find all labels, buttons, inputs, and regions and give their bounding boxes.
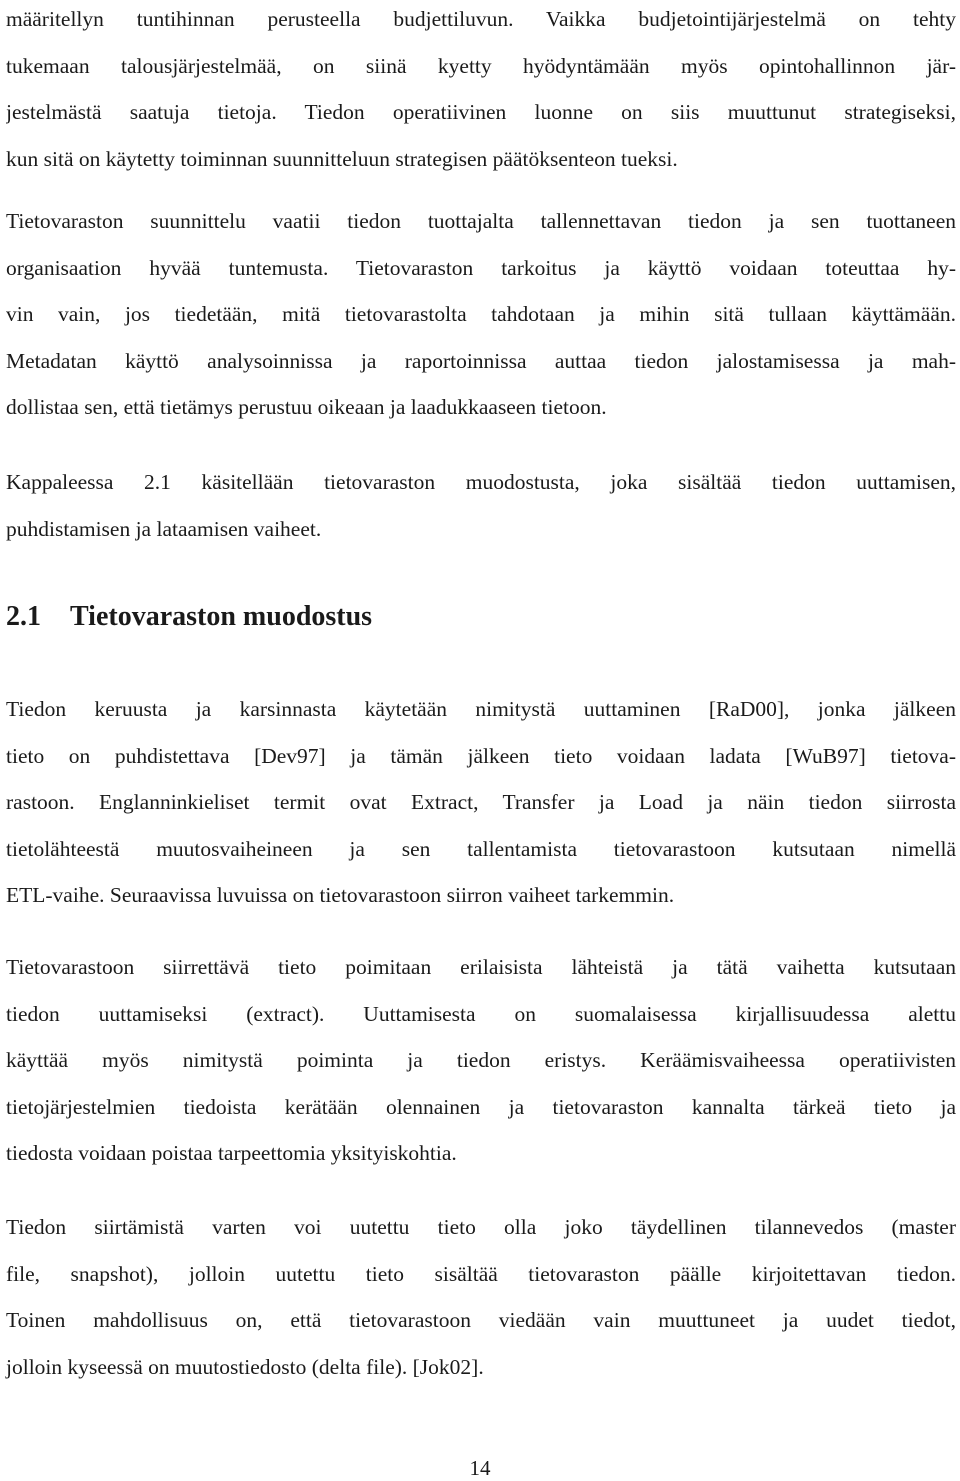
section-heading <box>6 592 372 642</box>
text-line: Tiedon siirtämistä varten voi uutettu tieto olla joko täydellinen tilannevedos (master <box>6 1215 956 1239</box>
text-line: tiedosta voidaan poistaa tarpeettomia yksityiskohtia. <box>6 1141 457 1165</box>
text-line: tieto on puhdistettava [Dev97] ja tämän jälkeen tieto voidaan ladata [WuB97] tietova- <box>6 743 956 768</box>
text-line: tietojärjestelmien tiedoista kerätään olennainen ja tietovaraston kannalta tärkeä tieto ja <box>6 1094 956 1119</box>
text-line: tietolähteestä muutosvaiheineen ja sen tallentamista tietovarastoon kutsutaan nimellä <box>6 836 956 861</box>
text-line: määritellyn tuntihinnan perusteella budjettiluvun. Vaikka budjetointijärjestelmä on tehty <box>6 7 956 31</box>
paragraph-transfer <box>6 1204 956 1390</box>
paragraph-extract <box>6 944 956 1177</box>
text-line: file, snapshot), jolloin uutettu tieto sisältää tietovaraston päälle kirjoitettavan tiedon. <box>6 1261 956 1286</box>
section-title: Tietovaraston muodostus <box>70 601 373 632</box>
text-line: Kappaleessa 2.1 käsitellään tietovaraston muodostusta, joka sisältää tiedon uuttamisen, <box>6 470 956 494</box>
text-line: jestelmästä saatuja tietoja. Tiedon operatiivinen luonne on siis muuttunut strategiseksi, <box>6 100 956 124</box>
text-line: organisaation hyvää tuntemusta. Tietovaraston tarkoitus ja käyttö voidaan toteuttaa hy- <box>6 255 956 280</box>
text-line: Toinen mahdollisuus on, että tietovarastoon viedään vain muuttuneet ja uudet tiedot, <box>6 1308 956 1332</box>
text-line: rastoon. Englanninkieliset termit ovat Extract, Transfer ja Load ja näin tiedon siirrosta <box>6 790 956 814</box>
section-number: 2.1 <box>6 601 41 632</box>
text-line: ETL-vaihe. Seuraavissa luvuissa on tietovarastoon siirron vaiheet tarkemmin. <box>6 883 675 907</box>
text-line: puhdistamisen ja lataamisen vaiheet. <box>6 516 322 541</box>
text-line: jolloin kyseessä on muutostiedosto (delta file). [Jok02]. <box>6 1354 484 1379</box>
text-line: vin vain, jos tiedetään, mitä tietovarastolta tahdotaan ja mihin sitä tullaan käyttämään. <box>6 302 956 326</box>
text-line: kun sitä on käytetty toiminnan suunnitteluun strategisen päätöksenteon tueksi. <box>6 146 678 171</box>
text-line: Tiedon keruusta ja karsinnasta käytetään nimitystä uuttaminen [RaD00], jonka jälkeen <box>6 697 956 721</box>
text-line: dollistaa sen, että tietämys perustuu oikeaan ja laadukkaaseen tietoon. <box>6 395 607 419</box>
text-line: käyttää myös nimitystä poiminta ja tiedon eristys. Keräämisvaiheessa operatiivisten <box>6 1048 956 1072</box>
text-line: Tietovarastoon siirrettävä tieto poimitaan erilaisista lähteistä ja tätä vaihetta kutsutaan <box>6 955 956 979</box>
text-line: Tietovaraston suunnittelu vaatii tiedon tuottajalta tallennettavan tiedon ja sen tuottaneen <box>6 209 956 233</box>
text-line: Metadatan käyttö analysoinnissa ja raportoinnissa auttaa tiedon jalostamisessa ja mah- <box>6 348 956 373</box>
text-line: tiedon uuttamiseksi (extract). Uuttamisesta on suomalaisessa kirjallisuudessa alettu <box>6 1001 956 1026</box>
paragraph-budget <box>6 0 956 182</box>
paragraph-design <box>6 198 956 431</box>
paragraph-etl <box>6 686 956 919</box>
paragraph-chapter-intro <box>6 459 956 552</box>
text-line: tukemaan talousjärjestelmää, on siinä kyetty hyödyntämään myös opintohallinnon jär- <box>6 53 956 78</box>
page-number: 14 <box>469 1456 491 1480</box>
